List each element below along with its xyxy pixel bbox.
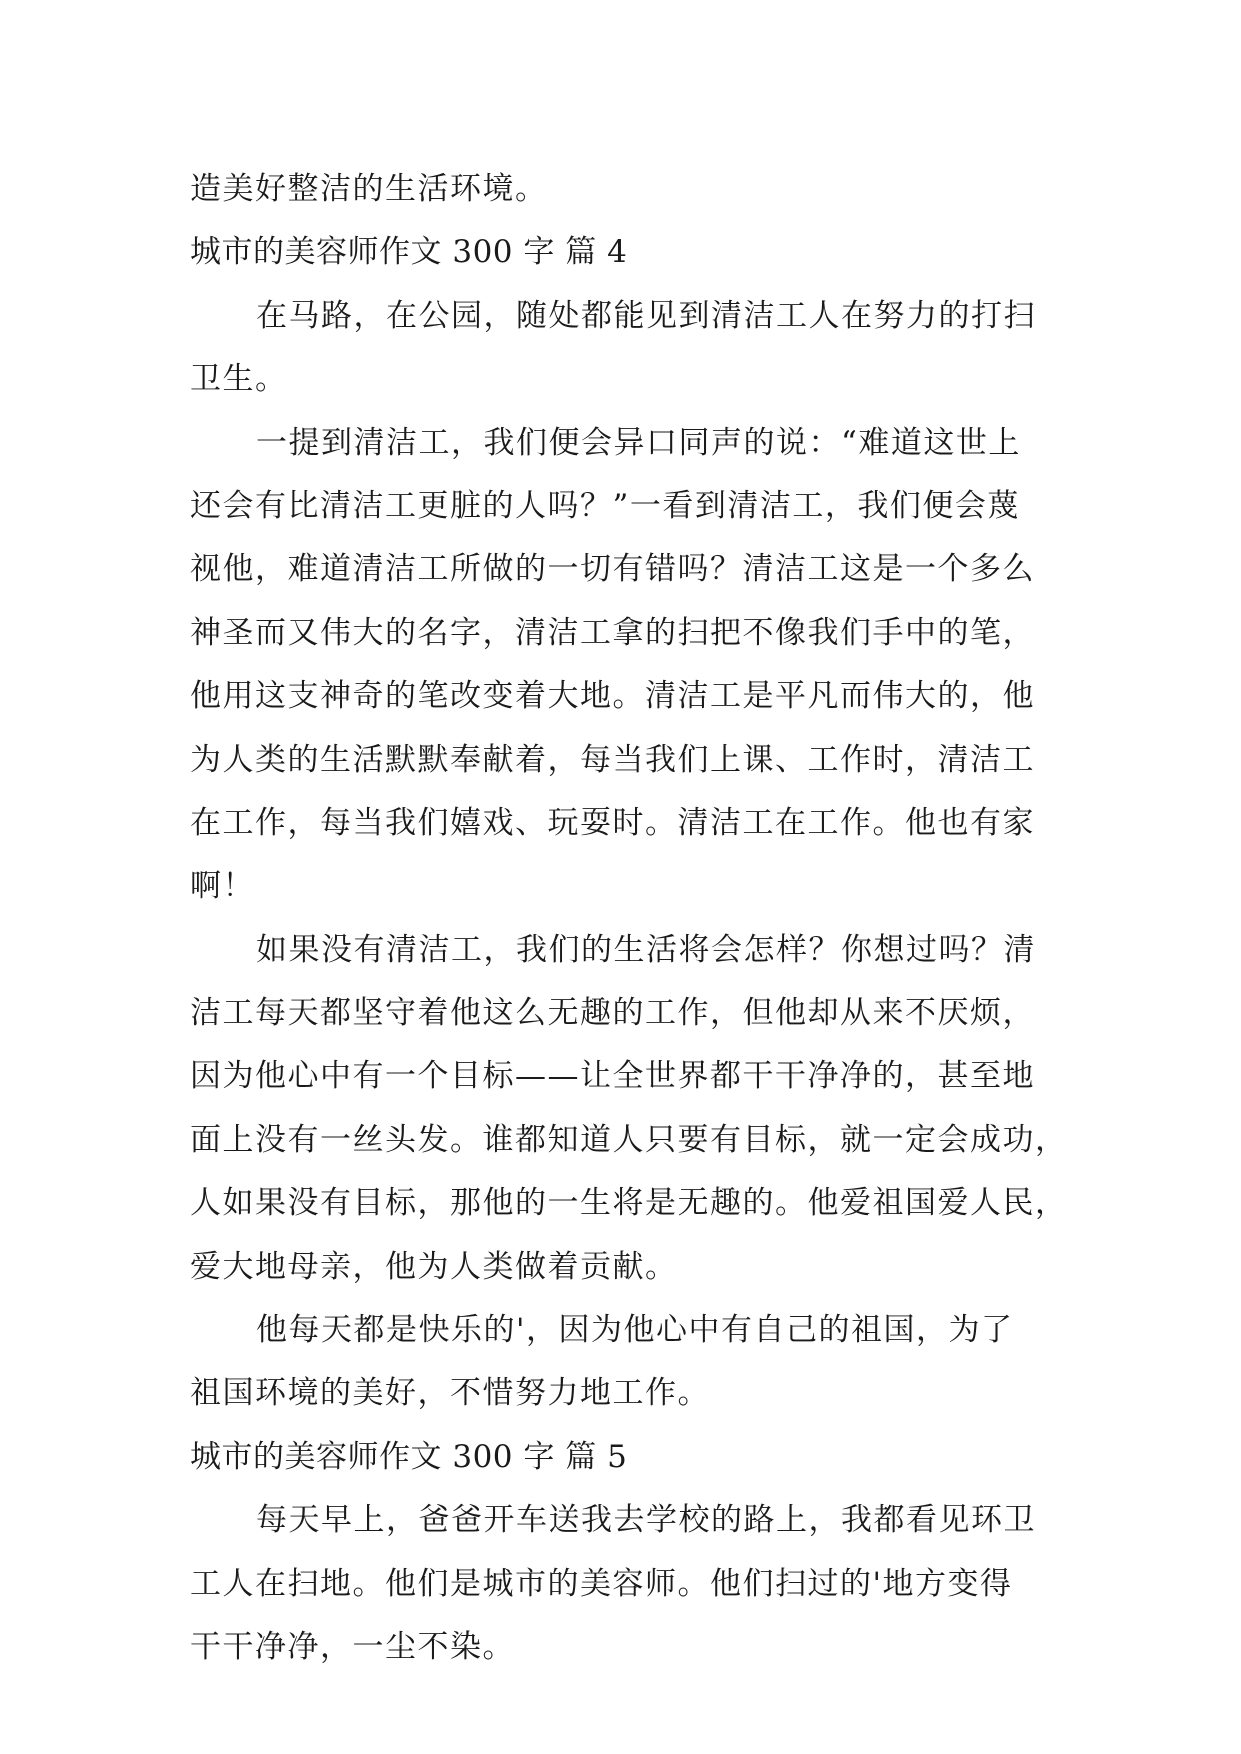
text-line: 在工作，每当我们嬉戏、玩耍时。清洁工在工作。他也有家 — [190, 804, 1035, 841]
text-line: 为人类的生活默默奉献着，每当我们上课、工作时，清洁工 — [190, 741, 1035, 778]
text-line: 造美好整洁的生活环境。 — [190, 171, 548, 207]
text-line: 面上没有一丝头发。谁都知道人只要有目标，就一定会成功， — [190, 1121, 1068, 1158]
section-heading-5 — [190, 1426, 1060, 1489]
text-line: 因为他心中有一个目标——让全世界都干干净净的，甚至地 — [190, 1058, 1035, 1095]
text-line: 一提到清洁工，我们便会异口同声的说：“难道这世上 — [256, 424, 1021, 461]
paragraph — [190, 1299, 1060, 1426]
text-line: 工人在扫地。他们是城市的美容师。他们扫过的'地方变得 — [190, 1565, 1013, 1602]
document-body — [190, 158, 1068, 1679]
text-line: 视他，难道清洁工所做的一切有错吗？清洁工这是一个多么 — [190, 551, 1035, 588]
heading-line: 城市的美容师作文 300 字 篇 5 — [190, 1438, 628, 1475]
text-line: 卫生。 — [190, 361, 288, 398]
continued-paragraph — [190, 158, 1060, 221]
paragraph — [190, 285, 1060, 412]
text-line: 他用这支神奇的笔改变着大地。清洁工是平凡而伟大的，他 — [190, 678, 1035, 715]
text-line: 神圣而又伟大的名字，清洁工拿的扫把不像我们手中的笔， — [190, 614, 1035, 651]
text-line: 干干净净，一尘不染。 — [190, 1628, 515, 1665]
text-line: 洁工每天都坚守着他这么无趣的工作，但他却从来不厌烦， — [190, 995, 1035, 1032]
text-line: 啊！ — [190, 868, 255, 905]
text-line: 如果没有清洁工，我们的生活将会怎样？你想过吗？清 — [256, 931, 1036, 968]
text-line: 祖国环境的美好，不惜努力地工作。 — [190, 1375, 710, 1412]
heading-line: 城市的美容师作文 300 字 篇 4 — [190, 234, 628, 271]
text-line: 爱大地母亲，他为人类做着贡献。 — [190, 1248, 678, 1285]
text-line: 人如果没有目标，那他的一生将是无趣的。他爱祖国爱人民， — [190, 1185, 1068, 1222]
text-line: 还会有比清洁工更脏的人吗？”一看到清洁工，我们便会蔑 — [190, 487, 1020, 524]
paragraph — [190, 919, 1068, 1299]
section-heading-4 — [190, 221, 1060, 284]
paragraph — [190, 412, 1060, 919]
text-line: 他每天都是快乐的'，因为他心中有自己的祖国，为了 — [256, 1312, 1014, 1349]
text-line: 每天早上，爸爸开车送我去学校的路上，我都看见环卫 — [256, 1502, 1036, 1539]
paragraph — [190, 1489, 1060, 1679]
text-line: 在马路，在公园，随处都能见到清洁工人在努力的打扫 — [256, 297, 1036, 334]
